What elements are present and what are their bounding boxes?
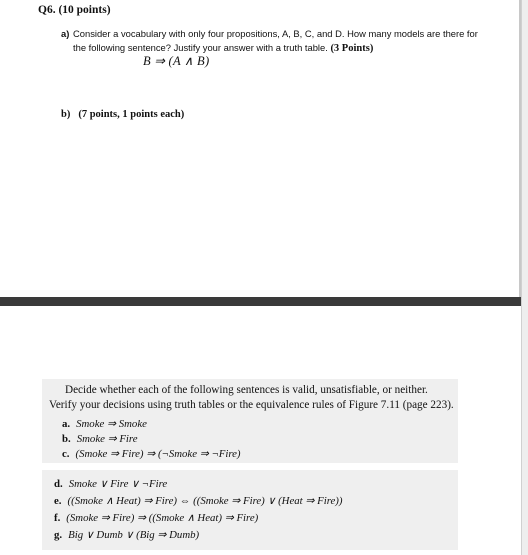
- page-separator: [0, 297, 528, 306]
- exercise-box-top: [42, 379, 458, 463]
- exercise-item-b: [62, 432, 138, 445]
- part-a-formula: B ⇒ (A ∧ B): [143, 54, 210, 68]
- exercise-box-bottom: [42, 470, 458, 550]
- exercise-item-e: [54, 494, 342, 507]
- exercise-item-d: [54, 477, 167, 490]
- item-expression: Smoke ⇒ Fire: [76, 433, 138, 445]
- question-title: Q6. (10 points): [38, 4, 111, 16]
- part-a-body: Consider a vocabulary with only four propositions, A, B, C, and D. How many models are there for the following sentence? Justify your answer with a truth table.: [73, 28, 478, 53]
- part-a-points: (3 Points): [330, 42, 374, 54]
- exercise-item-g: [54, 528, 199, 541]
- item-label: a.: [62, 418, 71, 430]
- item-label: f.: [54, 512, 61, 524]
- exercise-intro: Decide whether each of the following sentences is valid, unsatisfiable, or neither. Verify your decisions using truth tables or the equivalence rules of Figure 7.11 (page 223).: [49, 384, 454, 411]
- exercise-item-f: [54, 511, 258, 524]
- item-expression: ((Smoke ∧ Heat) ⇒ Fire) ⇔ ((Smoke ⇒ Fire) ∨ (Heat ⇒ Fire)): [67, 495, 343, 507]
- item-label: d.: [54, 478, 63, 490]
- exercise-item-c: [62, 447, 241, 460]
- item-expression: Smoke ⇒ Smoke: [76, 418, 147, 430]
- item-expression: (Smoke ⇒ Fire) ⇒ ((Smoke ∧ Heat) ⇒ Fire): [66, 512, 259, 524]
- part-b-label: b): [61, 109, 71, 120]
- scrollbar-track[interactable]: [521, 0, 528, 555]
- item-expression: (Smoke ⇒ Fire) ⇒ (¬Smoke ⇒ ¬Fire): [75, 448, 241, 460]
- item-label: g.: [54, 529, 63, 541]
- item-label: e.: [54, 495, 62, 507]
- part-a-text: [73, 27, 483, 55]
- part-a-label: a): [61, 28, 70, 39]
- item-label: b.: [62, 433, 71, 445]
- exercise-item-a: [62, 417, 147, 430]
- part-b-points: (7 points, 1 points each): [78, 109, 185, 120]
- item-label: c.: [62, 448, 70, 460]
- item-expression: Big ∨ Dumb ∨ (Big ⇒ Dumb): [68, 529, 200, 541]
- part-b: [61, 109, 192, 120]
- item-expression: Smoke ∨ Fire ∨ ¬Fire: [68, 478, 168, 490]
